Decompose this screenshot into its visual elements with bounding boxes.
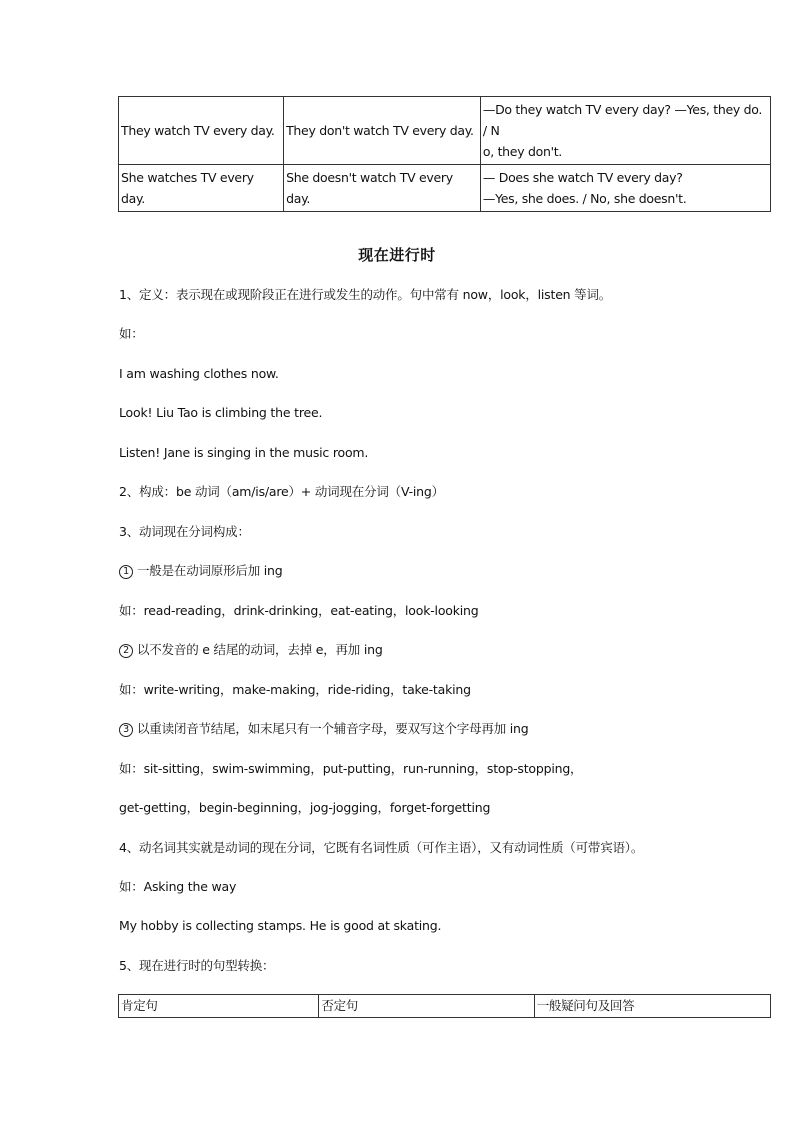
gerund-text: 4、动名词其实就是动词的现在分词，它既有名词性质（可作主语），又有动词性质（可带宾语）。 [119, 840, 644, 855]
rule-1 [119, 562, 283, 580]
example-sentence: Listen! Jane is singing in the music room. [119, 445, 369, 460]
example-sentence: I am washing clothes now. [119, 366, 279, 381]
rule-text: 以不发音的 e 结尾的动词，去掉 e，再加 ing [137, 642, 383, 657]
example-intro: 如： [119, 326, 144, 341]
structure-text: 2、构成：be 动词（am/is/are）+ 动词现在分词（V-ing） [119, 484, 444, 499]
affirmative-header: 肯定句 [119, 995, 319, 1018]
circled-number: 3 [119, 723, 133, 737]
gerund-example: 如：Asking the way [119, 879, 237, 894]
circled-number: 1 [119, 565, 133, 579]
table-header-row [119, 995, 771, 1018]
circled-number: 2 [119, 644, 133, 658]
simple-present-sentence-table [118, 96, 771, 212]
question-cell [480, 97, 770, 165]
example-sentence: Look! Liu Tao is climbing the tree. [119, 405, 323, 420]
table-row [119, 97, 771, 165]
rule-3 [119, 720, 529, 738]
rule-examples: get-getting，begin-beginning，jog-jogging，forget-forgetting [119, 800, 491, 815]
negative-header: 否定句 [319, 995, 534, 1018]
participle-heading: 3、动词现在分词构成： [119, 524, 250, 539]
negative-cell: She doesn't watch TV every day. [284, 165, 481, 212]
affirmative-cell: She watches TV every day. [119, 165, 284, 212]
question-header: 一般疑问句及回答 [534, 995, 770, 1018]
negative-cell: They don't watch TV every day. [284, 97, 481, 165]
gerund-example: My hobby is collecting stamps. He is good at skating. [119, 918, 442, 933]
rule-examples: 如：write-writing，make-making，ride-riding，take-taking [119, 682, 471, 697]
rule-text: 一般是在动词原形后加 ing [137, 563, 283, 578]
question-line: — Does she watch TV every day? [482, 170, 683, 185]
rule-text: 以重读闭音节结尾，如末尾只有一个辅音字母，要双写这个字母再加 ing [137, 721, 529, 736]
question-line: o, they don't. [482, 144, 562, 159]
rule-2 [119, 641, 383, 659]
definition-text: 1、定义：表示现在或现阶段正在进行或发生的动作。句中常有 now，look，listen 等词。 [119, 287, 612, 302]
section-title: 现在进行时 [358, 246, 436, 264]
question-cell [480, 165, 770, 212]
question-line: —Do they watch TV every day? —Yes, they do. / N [482, 102, 763, 138]
affirmative-cell: They watch TV every day. [119, 97, 284, 165]
table-row [119, 165, 771, 212]
present-continuous-sentence-table [118, 994, 771, 1018]
rule-examples: 如：read-reading，drink-drinking，eat-eating，look-looking [119, 603, 479, 618]
question-line: —Yes, she does. / No, she doesn't. [482, 191, 687, 206]
transform-heading: 5、现在进行时的句型转换： [119, 958, 275, 973]
rule-examples: 如：sit-sitting，swim-swimming，put-putting，run-running，stop-stopping， [119, 761, 583, 776]
